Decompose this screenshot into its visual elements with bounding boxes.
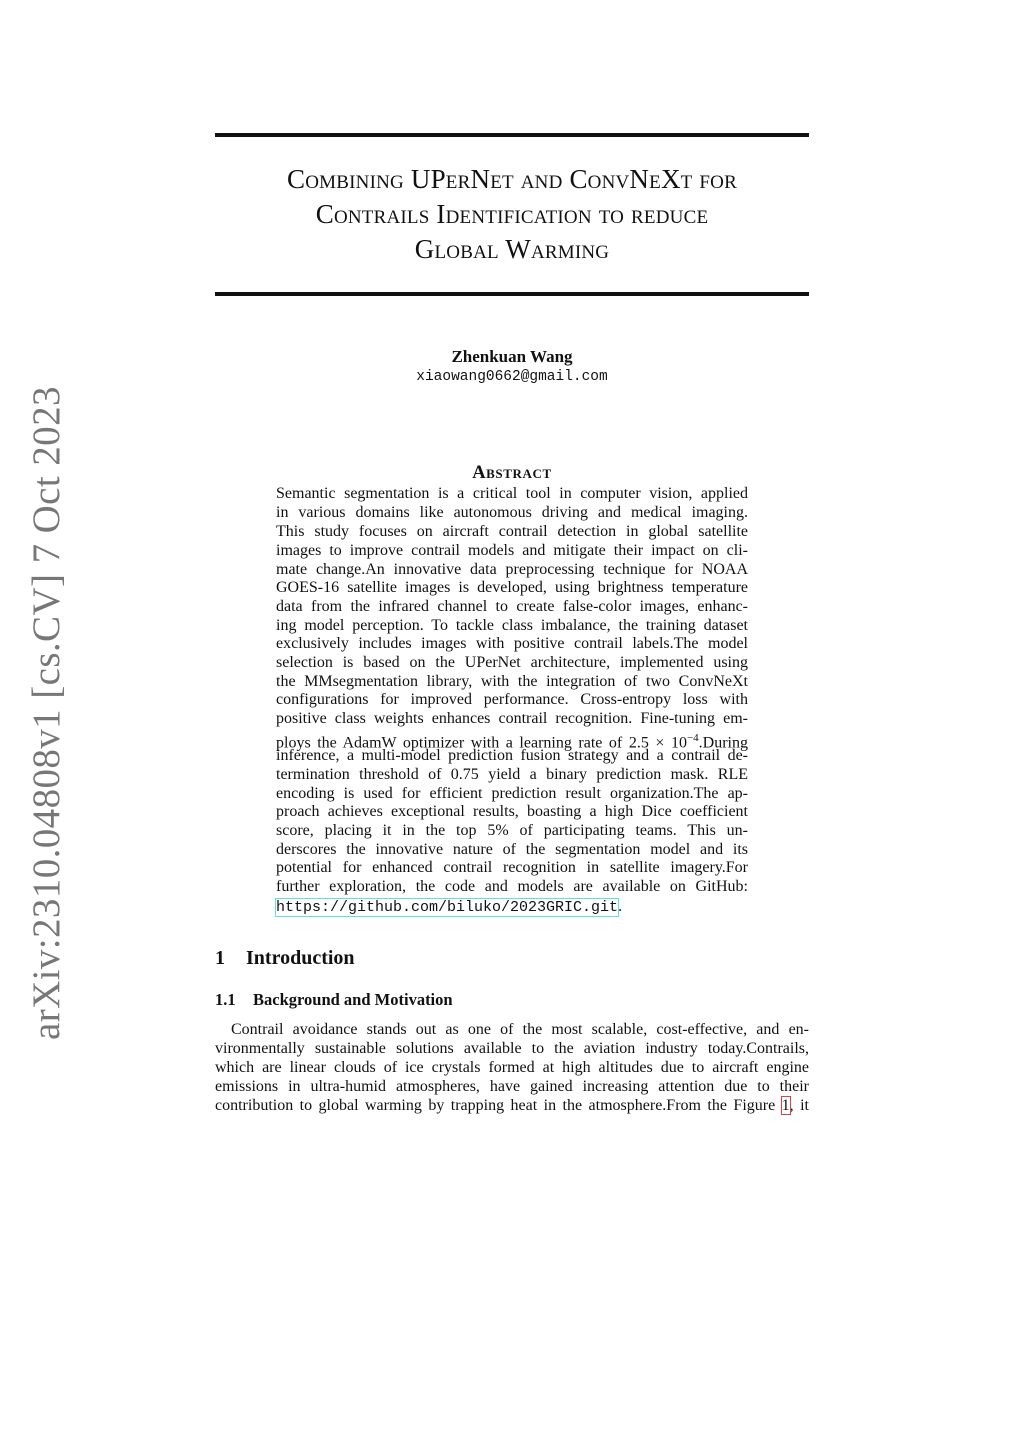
abstract-line: GOES-16 satellite images is developed, using brightness temperature [276,579,748,596]
abstract-line: ing model perception. To tackle class imbalance, the training dataset [276,617,748,634]
title-line: Combining UPerNet and ConvNeXt for [287,164,737,194]
abstract-line: inference, a multi-model prediction fusion strategy and a contrail de- [276,747,748,764]
title-line: Contrails Identification to reduce [315,199,709,229]
subsection-heading-background [215,990,453,1010]
paper-title [215,162,809,267]
abstract-line: derscores the innovative nature of the segmentation model and its [276,841,748,858]
abstract-line: selection is based on the UPerNet architecture, implemented using [276,654,748,671]
abstract-line-link [276,898,748,917]
figure-1-link[interactable]: 1 [781,1097,790,1114]
abstract-line: encoding is used for efficient prediction result organization.The ap- [276,785,748,802]
abstract-line: data from the infrared channel to create false-color images, enhanc- [276,598,748,615]
intro-line-figure-ref [215,1097,809,1115]
abstract-line: positive class weights enhances contrail recognition. Fine-tuning em- [276,710,748,727]
link-suffix: . [618,898,623,915]
abstract-line: termination threshold of 0.75 yield a binary prediction mask. RLE [276,766,748,783]
subsection-number: 1.1 [215,990,236,1009]
github-link[interactable]: https://github.com/biluko/2023GRIC.git [276,899,619,916]
lr-prefix: ploys the AdamW optimizer with a learning rate of [276,734,629,752]
abstract-line: in various domains like autonomous driving and medical imaging. [276,504,748,521]
abstract-line: images to improve contrail models and mitigate their impact on cli- [276,542,748,559]
abstract-heading: Abstract [472,463,552,483]
lr-value: 2.5 × 10 [628,734,687,752]
intro-line: vironmentally sustainable solutions available to the aviation industry today.Contrails, [215,1040,809,1057]
intro-last-prefix: contribution to global warming by trapping heat in the atmosphere.From the Figure [215,1097,782,1114]
abstract-line: score, placing it in the top 5% of participating teams. This un- [276,822,748,839]
intro-line: Contrail avoidance stands out as one of the most scalable, cost-effective, and en- [231,1021,809,1038]
author-name: Zhenkuan Wang [451,347,573,366]
abstract-line: potential for enhanced contrail recognition in satellite imagery.For [276,859,748,876]
abstract-line: Semantic segmentation is a critical tool in computer vision, applied [276,485,748,502]
subsection-title: Background and Motivation [253,990,453,1009]
abstract-line: mate change.An innovative data preprocessing technique for NOAA [276,561,748,578]
abstract-line: This study focuses on aircraft contrail detection in global satellite [276,523,748,540]
abstract-line: exclusively includes images with positive contrail labels.The model [276,635,748,652]
intro-line: which are linear clouds of ice crystals formed at high altitudes due to aircraft engine [215,1059,809,1076]
section-title: Introduction [246,947,355,969]
abstract-line: further exploration, the code and models are available on GitHub: [276,878,748,895]
lr-exponent: −4 [686,732,699,744]
intro-line: emissions in ultra-humid atmospheres, have gained increasing attention due to their [215,1078,809,1095]
title-line: Global Warming [414,234,610,264]
lr-suffix: .During [698,734,748,752]
title-top-rule [215,133,809,137]
title-bottom-rule [215,292,809,296]
intro-last-suffix: , it [789,1097,809,1114]
arxiv-side-stamp: arXiv:2310.04808v1 [cs.CV] 7 Oct 2023 [25,386,68,1040]
section-heading-introduction [215,947,355,970]
abstract-line: configurations for improved performance. Cross-entropy loss with [276,691,748,708]
abstract-line: the MMsegmentation library, with the integration of two ConvNeXt [276,673,748,690]
section-number: 1 [215,947,225,969]
author-email: xiaowang0662@gmail.com [416,369,608,385]
author-block [215,347,809,387]
abstract-line: proach achieves exceptional results, boasting a high Dice coefficient [276,803,748,820]
